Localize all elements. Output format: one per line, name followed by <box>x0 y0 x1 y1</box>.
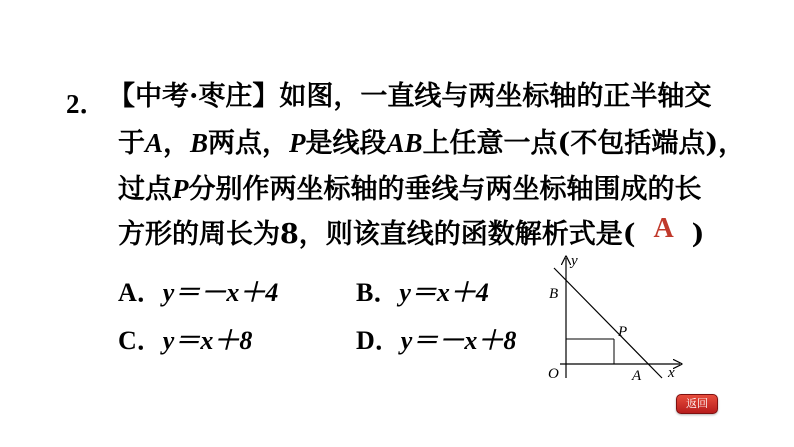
question-line-4 <box>118 213 705 252</box>
point-b-label: B <box>190 128 209 158</box>
point-p-label: P <box>289 128 306 158</box>
text: 过点 <box>118 174 172 205</box>
option-b-label: B． <box>356 278 400 307</box>
origin-label: O <box>548 366 559 382</box>
question-number: 2． <box>66 89 107 119</box>
text: 上任意一点(不包括端点)， <box>422 128 746 159</box>
point-p-label: P <box>172 174 189 204</box>
option-c[interactable] <box>118 320 252 357</box>
point-a-label: A <box>632 368 642 384</box>
option-c-label: C． <box>118 326 163 355</box>
text: 于 <box>118 128 145 159</box>
option-a-text: y＝－x＋4 <box>162 278 279 307</box>
text: ， <box>163 128 191 159</box>
segment-ab-label: AB <box>386 128 423 158</box>
question-line-2 <box>118 126 745 161</box>
text: 两点， <box>208 128 290 159</box>
coordinate-figure <box>540 250 690 390</box>
point-b-label: B <box>549 286 559 302</box>
option-b[interactable] <box>356 272 489 309</box>
point-a-label: A <box>145 128 164 158</box>
option-d[interactable] <box>356 320 516 357</box>
point-p-label: P <box>618 324 628 340</box>
option-a-label: A． <box>118 278 163 307</box>
answer-mark: A <box>653 213 674 244</box>
question-line-3 <box>118 172 702 207</box>
line-ab <box>554 268 662 378</box>
text: ) <box>691 219 705 250</box>
option-d-text: y＝－x＋8 <box>400 326 517 355</box>
text: 方形的周长为8，则该直线的函数解析式是( <box>118 219 636 250</box>
text: 分别作两坐标轴的垂线与两坐标轴围成的长 <box>188 174 702 205</box>
return-button[interactable]: 返回 <box>676 394 718 414</box>
y-axis-label: y <box>571 253 578 269</box>
option-c-text: y＝x＋8 <box>162 326 253 355</box>
option-d-label: D． <box>356 326 401 355</box>
text: 是线段 <box>305 128 387 159</box>
option-b-text: y＝x＋4 <box>399 278 489 307</box>
option-a[interactable] <box>118 272 278 309</box>
x-axis-label: x <box>668 365 675 381</box>
question-line-1: 【中考·枣庄】如图，一直线与两坐标轴的正半轴交 <box>108 81 712 112</box>
